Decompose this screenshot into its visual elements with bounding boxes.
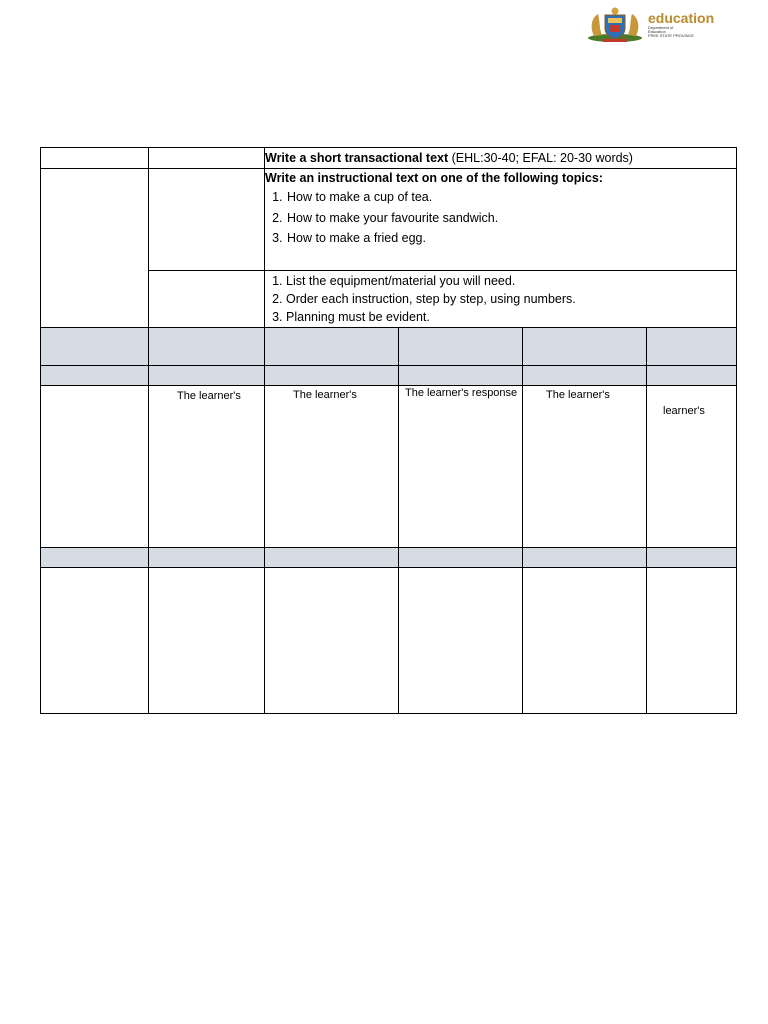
list-item: 1. How to make a cup of tea. [286, 187, 736, 208]
task-title: Write a short transactional text (EHL:30-40; EFAL: 20-30 words) [265, 148, 737, 169]
step-list [265, 271, 736, 326]
empty-cell [41, 568, 149, 714]
coat-of-arms-icon [585, 6, 645, 44]
steps-cell [265, 271, 737, 328]
list-item: 3. How to make a fried egg. [286, 228, 736, 249]
task-header-row [41, 148, 737, 169]
shaded-cell [41, 366, 149, 386]
shaded-cell [41, 328, 149, 366]
shaded-cell [399, 328, 523, 366]
brand-name: education [648, 10, 715, 26]
shaded-cell [41, 548, 149, 568]
instruction-cell [265, 169, 737, 271]
empty-row [41, 568, 737, 714]
shaded-cell [265, 366, 399, 386]
empty-cell [399, 568, 523, 714]
response-cell: The learner's [265, 386, 399, 548]
shaded-cell [149, 328, 265, 366]
department-text: Department of Education FREE STATE PROVINCE [648, 25, 695, 39]
task-table [40, 147, 737, 714]
shaded-cell [523, 328, 647, 366]
response-cell: The learner's response [399, 386, 523, 548]
rubric-subheader-row [41, 548, 737, 568]
rubric-header-row [41, 328, 737, 366]
shaded-cell [399, 548, 523, 568]
instruction-row [41, 169, 737, 271]
shaded-cell [523, 548, 647, 568]
empty-cell [149, 271, 265, 328]
rubric-subheader-row [41, 366, 737, 386]
shaded-cell [647, 366, 737, 386]
empty-cell [41, 148, 149, 169]
response-cell: The learner's [523, 386, 647, 548]
list-item: 2. How to make your favourite sandwich. [286, 208, 736, 229]
empty-cell [523, 568, 647, 714]
shaded-cell [149, 366, 265, 386]
list-item: 3. Planning must be evident. [286, 308, 736, 326]
shaded-cell [265, 548, 399, 568]
department-logo [585, 6, 720, 44]
shaded-cell [647, 328, 737, 366]
shaded-cell [149, 548, 265, 568]
shaded-cell [265, 328, 399, 366]
shaded-cell [523, 366, 647, 386]
response-cell: The learner's [149, 386, 265, 548]
shaded-cell [647, 548, 737, 568]
empty-cell [149, 148, 265, 169]
list-item: 1. List the equipment/material you will need. [286, 272, 736, 290]
empty-cell [265, 568, 399, 714]
response-row [41, 386, 737, 548]
shaded-cell [399, 366, 523, 386]
empty-cell [149, 169, 265, 271]
empty-cell [647, 568, 737, 714]
empty-cell [41, 169, 149, 328]
topic-list [265, 187, 736, 249]
instruction-heading: Write an instructional text on one of the following topics: [265, 171, 603, 185]
empty-cell [41, 386, 149, 548]
empty-cell [149, 568, 265, 714]
list-item: 2. Order each instruction, step by step, using numbers. [286, 290, 736, 308]
response-cell: learner's [647, 386, 737, 548]
